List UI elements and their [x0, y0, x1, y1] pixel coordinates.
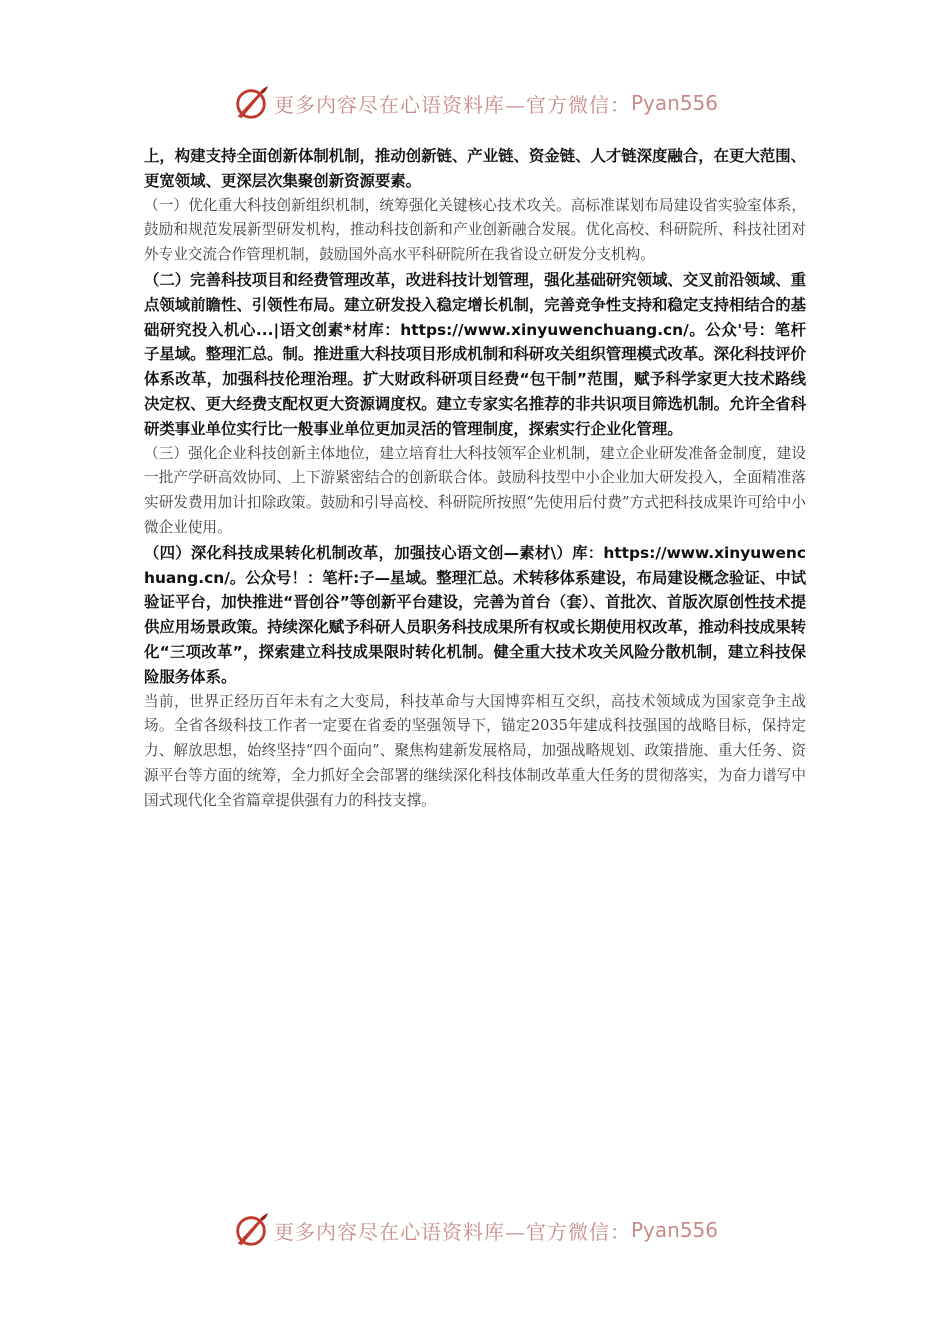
header-banner-text: 更多内容尽在心语资料库—官方微信：	[273, 92, 631, 117]
paragraph-2: （一）优化重大科技创新组织机制，统筹强化关键核心技术攻关。高标准谋划布局建设省实验室体系，鼓励和规范发展新型研发机构，推动科技创新和产业创新融合发展。优化高校、科研院所、科技社团对外专业交流合作管理机制，鼓励国外高水平科研院所在我省设立研发分支机构。	[144, 196, 806, 264]
footer-banner	[0, 1208, 950, 1252]
footer-banner-text: 更多内容尽在心语资料库—官方微信：	[273, 1219, 631, 1244]
header-banner-wechat-id: Pyan556	[630, 91, 718, 115]
quill-logo-icon	[232, 1211, 270, 1249]
paragraph-5: （四）深化科技成果转化机制改革，加强技心语文创—素材\）库：https://www.xinyuwenchuang.cn/。公众号！：笔杆:子—星域。整理汇总。术转移体系建设，布局建设概念验证、中试验证平台，加快推进“晋创谷”等创新平台建设，完善为首台（套）、首批次、首版次原创性技术提供应用场景政策。持续深化赋予科研人员职务科技成果所有权或长期使用权改革，推动科技成果转化“三项改革”，探索建立科技成果限时转化机制。健全重大技术攻关风险分散机制，建立科技保险服务体系。	[144, 543, 806, 686]
header-banner	[0, 81, 950, 125]
document-body	[144, 144, 806, 814]
paragraph-1: 上，构建支持全面创新体制机制，推动创新链、产业链、资金链、人才链深度融合，在更大范围、更宽领域、更深层次集聚创新资源要素。	[144, 147, 806, 190]
footer-banner-wechat-id: Pyan556	[630, 1218, 718, 1242]
quill-logo-icon	[232, 84, 270, 122]
paragraph-3: （二）完善科技项目和经费管理改革，改进科技计划管理，强化基础研究领域、交叉前沿领域、重点领域前瞻性、引领性布局。建立研发投入稳定增长机制，完善竞争性支持和稳定支持相结合的基础研究投入机心...|语文创素*材库：https://www.xinyuwenchuang.cn/。公众'号：笔杆子星域。整理汇总。制。推进重大科技项目形成机制和科研攻关组织管理模式改革。深化科技评价体系改革，加强科技伦理治理。扩大财政科研项目经费“包干制”范围，赋予科学家更大技术路线决定权、更大经费支配权更大资源调度权。建立专家实名推荐的非共识项目筛选机制。允许全省科研类事业单位实行比一般事业单位更加灵活的管理制度，探索实行企业化管理。	[144, 270, 806, 438]
paragraph-4: （三）强化企业科技创新主体地位，建立培育壮大科技领军企业机制，建立企业研发准备金制度，建设一批产学研高效协同、上下游紧密结合的创新联合体。鼓励科技型中小企业加大研发投入，全面精准落实研发费用加计扣除政策。鼓励和引导高校、科研院所按照“先使用后付费”方式把科技成果许可给中小微企业使用。	[144, 444, 806, 536]
paragraph-6: 当前，世界正经历百年未有之大变局，科技革命与大国博弈相互交织，高技术领域成为国家竞争主战场。全省各级科技工作者一定要在省委的坚强领导下，锚定2035年建成科技强国的战略目标，保持定力、解放思想，始终坚持“四个面向”、聚焦构建新发展格局，加强战略规划、政策措施、重大任务、资源平台等方面的统筹，全力抓好全会部署的继续深化科技体制改革重大任务的贯彻落实，为奋力谱写中国式现代化全省篇章提供强有力的科技支撑。	[144, 692, 806, 809]
